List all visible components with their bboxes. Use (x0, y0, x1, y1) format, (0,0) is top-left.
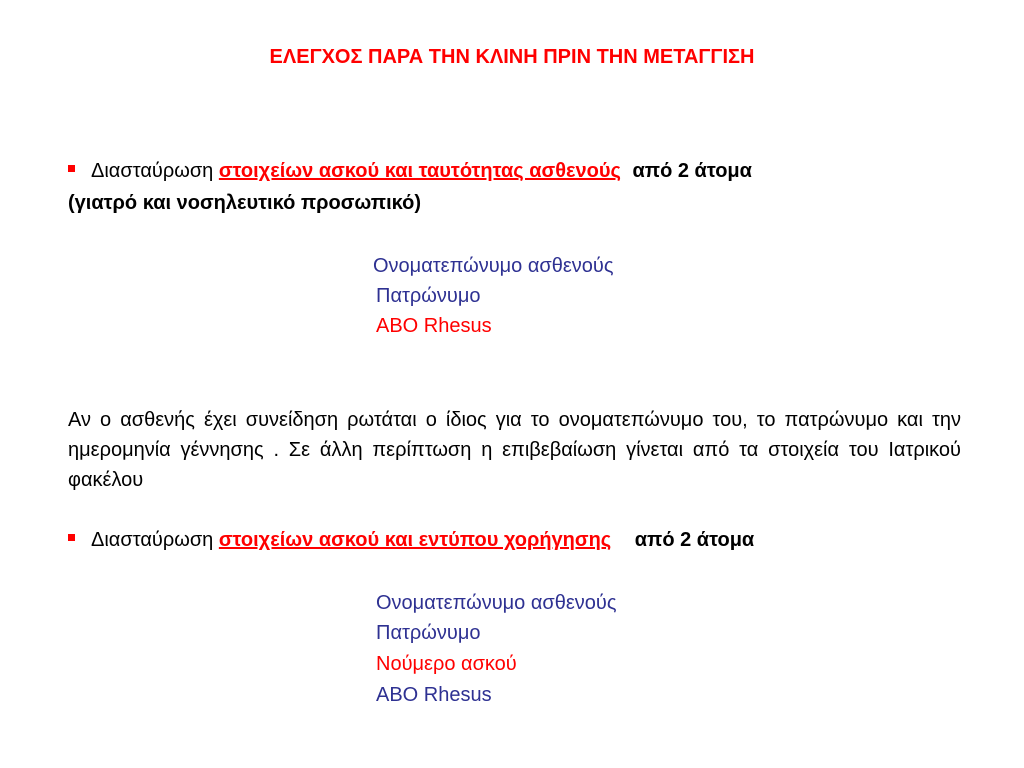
bullet-1-prefix: Διασταύρωση (91, 160, 214, 182)
list-2-item-name: Ονοματεπώνυμο ασθενούς (376, 592, 617, 614)
bullet-1-continuation: (γιατρό και νοσηλευτικό προσωπικό) (68, 192, 421, 214)
bullet-1 (68, 160, 752, 183)
bullet-2-prefix: Διασταύρωση (91, 529, 214, 551)
bullet-2-suffix: από 2 άτομα (634, 529, 755, 551)
consciousness-paragraph: Αν ο ασθενής έχει συνείδηση ρωτάται ο ίδιος για το ονοματεπώνυμο του, το πατρώνυμο και την ημερομηνία γέννησης . Σε άλλη περίπτωση η επιβεβαίωση γίνεται από τα στοιχεία του Ιατρικού φακέλου (68, 409, 961, 491)
square-bullet-icon (68, 534, 75, 541)
list-2-item-abo: ABO Rhesus (376, 684, 492, 706)
list-1-item-patronymic: Πατρώνυμο (376, 285, 481, 307)
bullet-1-suffix: από 2 άτομα (632, 160, 752, 182)
list-1-item-name: Ονοματεπώνυμο ασθενούς (373, 255, 614, 277)
slide-title: ΕΛΕΓΧΟΣ ΠΑΡΑ ΤΗΝ ΚΛΙΝΗ ΠΡΙΝ ΤΗΝ ΜΕΤΑΓΓΙΣΗ (269, 46, 755, 68)
list-2-item-patronymic: Πατρώνυμο (376, 622, 481, 644)
list-1-item-abo: ABO Rhesus (376, 315, 492, 337)
bullet-1-highlight: στοιχείων ασκού και ταυτότητας ασθενούς (218, 160, 621, 182)
bullet-2 (68, 529, 754, 552)
bullet-2-highlight: στοιχείων ασκού και εντύπου χορήγησης (218, 529, 612, 551)
list-2-item-bag-number: Νούμερο ασκού (376, 653, 517, 675)
square-bullet-icon (68, 165, 75, 172)
